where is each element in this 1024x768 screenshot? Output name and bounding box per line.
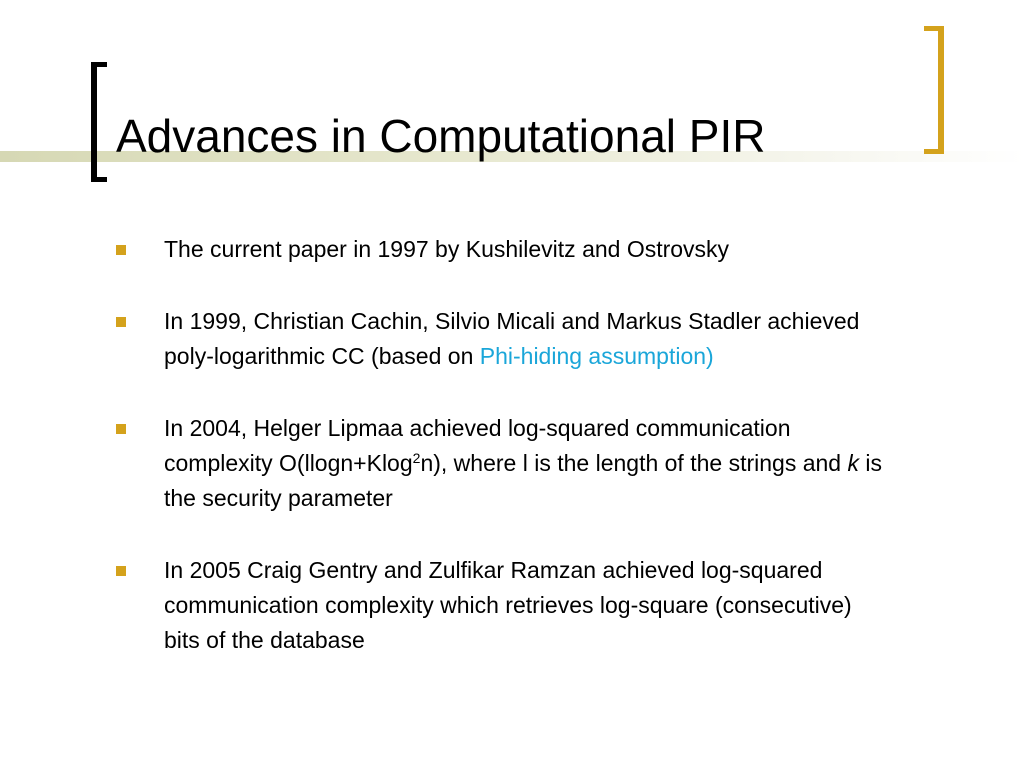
bullet-item-4 [112,553,892,658]
slide-title: Advances in Computational PIR [116,110,766,162]
bullet-text-4: In 2005 Craig Gentry and Zulfikar Ramzan achieved log-squared communication complexity which retrieves log-square (consecutive) bits of the database [164,557,852,653]
left-bracket-decoration [91,62,107,182]
bullet-text-3-middle: n), where l is the length of the strings and [420,450,848,476]
bullet-text-2: In 1999, Christian Cachin, Silvio Micali and Markus Stadler achieved poly-logarithmic CC (based on [164,308,860,369]
square-bullet-icon [116,245,126,255]
bullet-item-1 [112,232,892,267]
square-bullet-icon [116,317,126,327]
bullet-item-2 [112,304,892,374]
right-bracket-decoration [924,26,944,154]
square-bullet-icon [116,424,126,434]
bullet-item-3 [112,411,892,516]
square-bullet-icon [116,566,126,576]
phi-hiding-assumption-link[interactable]: Phi-hiding assumption) [479,343,714,369]
bullet-text-3-end: is the security parameter [164,450,882,511]
bullet-text-1: The current paper in 1997 by Kushilevitz and Ostrovsky [164,236,730,262]
bullet-text-3-start: In 2004, Helger Lipmaa achieved log-squared communication complexity O(llogn+Klog [164,415,791,476]
bullet-text-3-superscript: 2 [412,450,421,466]
bullet-text-3-italic: k [847,450,859,476]
bullet-list [112,232,892,695]
